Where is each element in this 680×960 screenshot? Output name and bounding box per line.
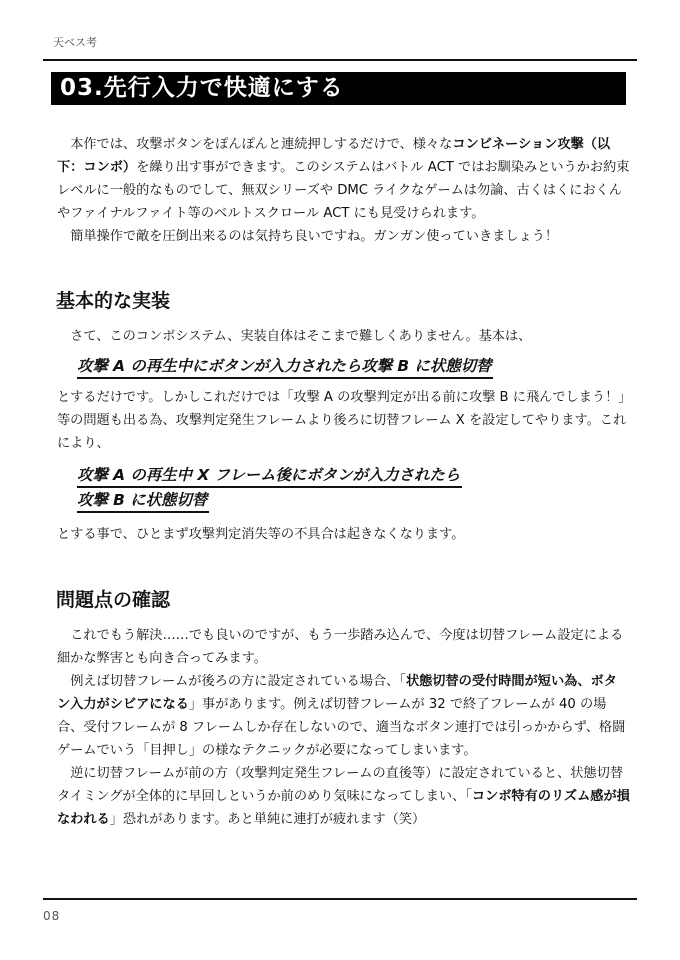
emphasis-2-line1: 攻撃 A の再生中 X フレーム後にボタンが入力されたら — [77, 465, 462, 488]
section1-paragraph-3 — [57, 523, 630, 546]
section1-paragraph-2 — [57, 386, 630, 455]
section2-p2-bold: 状態切替の受付時間が短い為、ボタン入力がシビアになる — [57, 674, 617, 712]
emphasis-2-line2: 攻撃 B に状態切替 — [77, 490, 209, 513]
intro-paragraph-2: 簡単操作で敵を圧倒出来るのは気持ち良いですね。ガンガン使っていきましょう！ — [70, 229, 559, 244]
section2-paragraph-2 — [57, 670, 630, 762]
intro-paragraph-1 — [57, 133, 630, 225]
section2-p2-a: 例えば切替フレームが後ろの方に設定されている場合、「 — [70, 674, 406, 689]
intro-bold-abbrev: （以下：コンボ） — [57, 137, 611, 175]
page-number: 08 — [43, 909, 61, 923]
section-heading-basic: 基本的な実装 — [56, 290, 171, 312]
header-rule — [43, 59, 637, 61]
intro-text — [57, 133, 630, 248]
emphasis-rule-1 — [77, 354, 493, 379]
section-heading-problems: 問題点の確認 — [56, 589, 171, 611]
chapter-title: 03.先行入力で快適にする — [51, 72, 626, 105]
emphasis-1-text: 攻撃 A の再生中にボタンが入力されたら攻撃 B に状態切替 — [77, 356, 493, 379]
intro-text-a: 本作では、攻撃ボタンをぽんぽんと連続押しするだけで、様々な — [70, 137, 453, 152]
section2-p3-bold: コンボ特有のリズム感が損なわれる — [57, 789, 630, 827]
section2-paragraph-1: これでもう解決……でも良いのですが、もう一歩踏み込んで、今度は切替フレーム設定による細かな弊害とも向き合ってみます。 — [57, 628, 624, 666]
section2-paragraph-3 — [57, 762, 630, 831]
intro-text-c: を繰り出す事ができます。このシステムはバトル ACT ではお馴染みというかお約束レベルに一般的なものでして、無双シリーズや DMC ライクなゲームは勿論、古くはくにおくんやファイナルファイト等のベルトスクロール ACT にも見受けられます。 — [57, 160, 630, 221]
intro-bold-combo: コンビネーション攻撃 — [452, 137, 584, 152]
section1-p3-text: とする事で、ひとまず攻撃判定消失等の不具合は起きなくなります。 — [57, 527, 465, 542]
section1-p2-text: とするだけです。しかしこれだけでは「攻撃 A の攻撃判定が出る前に攻撃 B に飛んでしまう！」等の問題も出る為、攻撃判定発生フレームより後ろに切替フレーム X を設定してやります。これにより、 — [57, 390, 627, 451]
section1-paragraph-1 — [57, 325, 630, 348]
emphasis-rule-2 — [77, 463, 462, 513]
section1-p1-text: さて、このコンボシステム、実装自体はそこまで難しくありません。基本は、 — [70, 329, 532, 344]
section2-p3-a: 逆に切替フレームが前の方（攻撃判定発生フレームの直後等）に設定されていると、状態切替タイミングが全体的に早回しというか前のめり気味になってしまい、「 — [57, 766, 624, 804]
footer-rule — [43, 898, 637, 900]
section2-p3-c: 」恐れがあります。あと単純に連打が疲れます（笑） — [109, 812, 426, 827]
running-header: 天ベス考 — [53, 36, 97, 49]
section2-text — [57, 624, 630, 831]
section2-p2-c: 」事があります。例えば切替フレームが 32 で終了フレームが 40 の場合、受付フレームが 8 フレームしか存在しないので、適当なボタン連打では引っかからず、格闘ゲームでいう「目押し」の様なテクニックが必要になってしまいます。 — [57, 697, 626, 758]
